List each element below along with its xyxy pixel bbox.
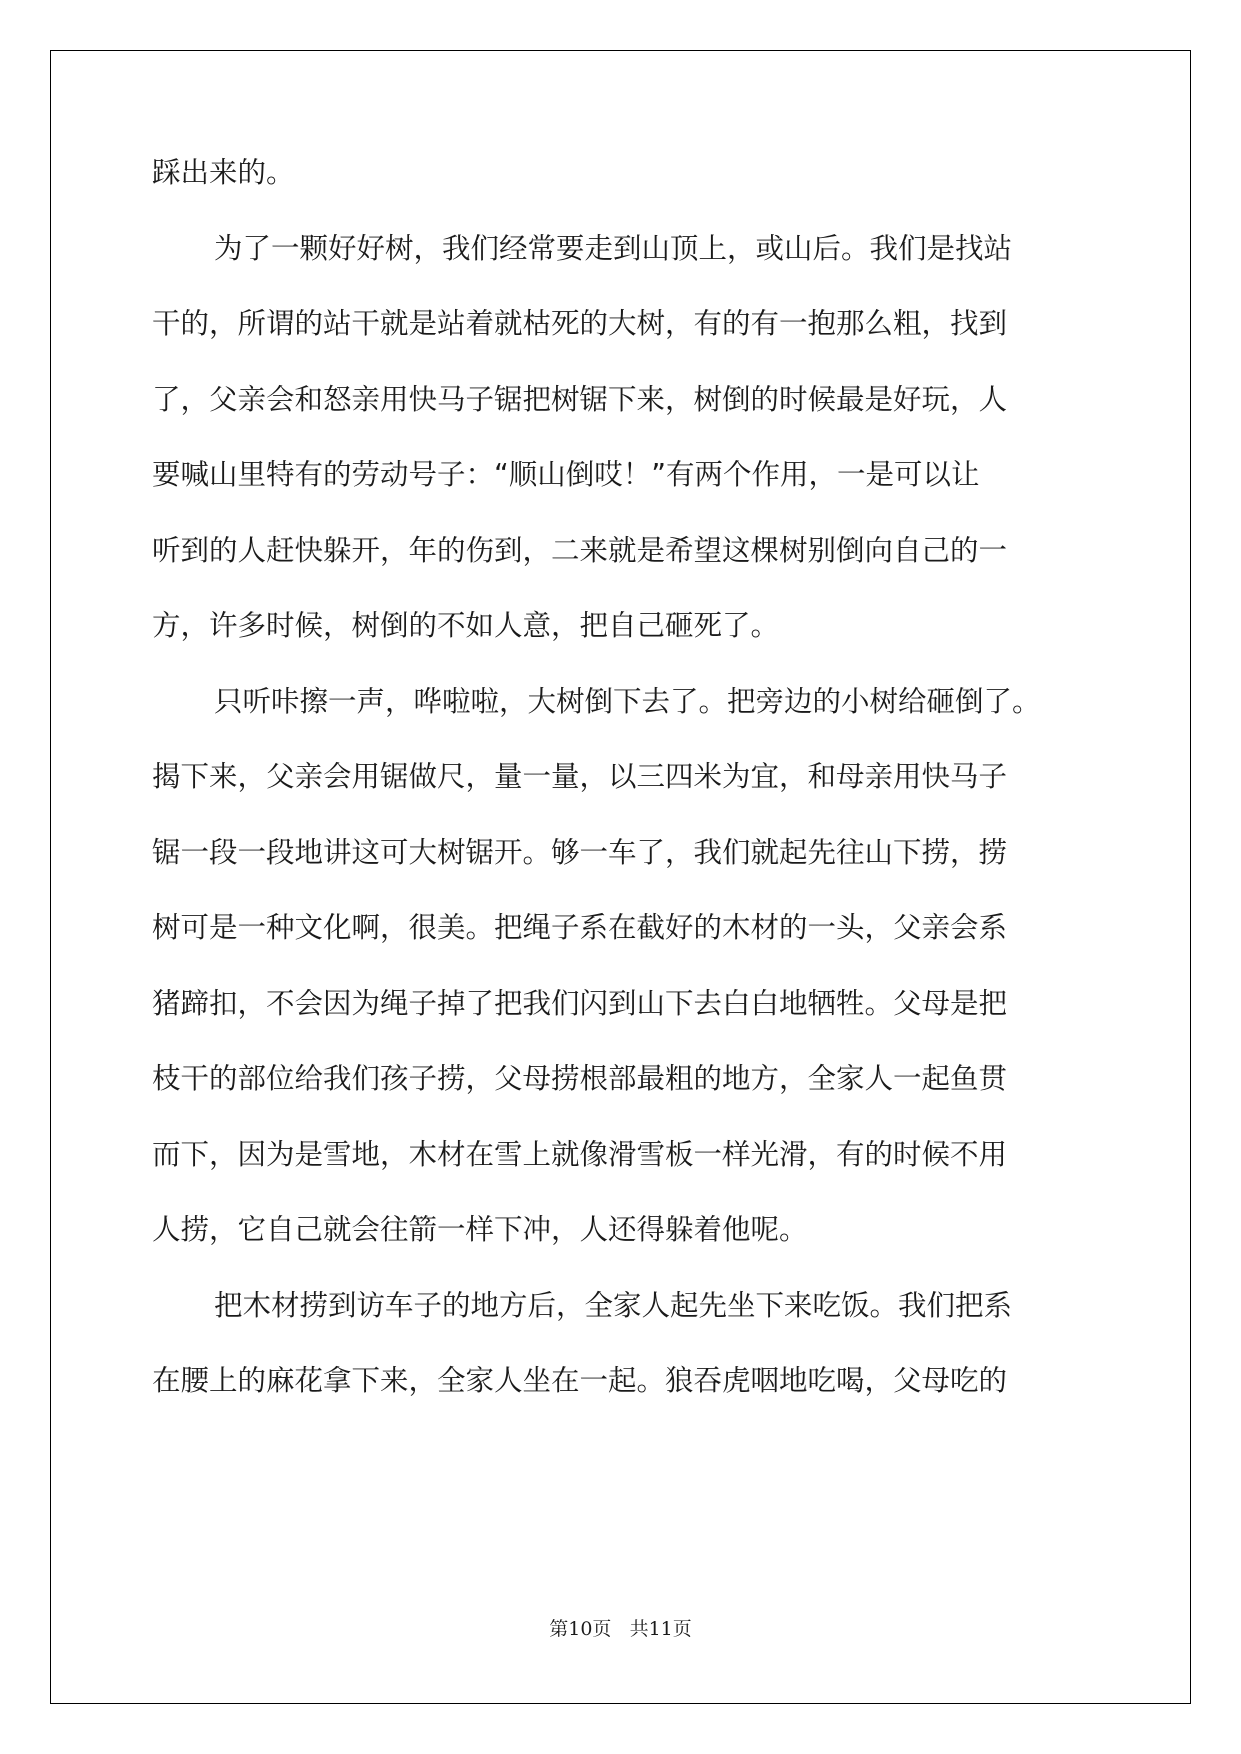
text-line: 只听咔擦一声，哗啦啦，大树倒下去了。把旁边的小树给砸倒了。 [214, 685, 1041, 718]
page-footer [0, 1614, 1241, 1641]
text-line: 方，许多时候，树倒的不如人意，把自己砸死了。 [152, 609, 780, 642]
text-line: 而下，因为是雪地，木材在雪上就像滑雪板一样光滑，有的时候不用 [152, 1138, 1008, 1171]
text-line: 揭下来，父亲会用锯做尺，量一量，以三四米为宜，和母亲用快马子 [152, 760, 1008, 793]
text-line: 锯一段一段地讲这可大树锯开。够一车了，我们就起先往山下捞，捞 [152, 836, 1008, 869]
text-line: 为了一颗好好树，我们经常要走到山顶上，或山后。我们是找站 [214, 232, 1013, 265]
page-number: 第10页 [549, 1618, 612, 1640]
text-line: 了，父亲会和怒亲用快马子锯把树锯下来，树倒的时候最是好玩，人 [152, 383, 1008, 416]
text-line: 枝干的部位给我们孩子捞，父母捞根部最粗的地方，全家人一起鱼贯 [152, 1062, 1008, 1095]
text-line: 听到的人赶快躲开，年的伤到，二来就是希望这棵树别倒向自己的一 [152, 534, 1008, 567]
page-border [50, 50, 1191, 1704]
text-line: 猪蹄扣，不会因为绳子掉了把我们闪到山下去白白地牺牲。父母是把 [152, 987, 1008, 1020]
text-line: 把木材捞到访车子的地方后，全家人起先坐下来吃饭。我们把系 [214, 1289, 1013, 1322]
text-line: 树可是一种文化啊，很美。把绳子系在截好的木材的一头，父亲会系 [152, 911, 1008, 944]
page-total: 共11页 [629, 1618, 692, 1640]
text-line: 踩出来的。 [152, 156, 295, 189]
text-line: 人捞，它自己就会往箭一样下冲，人还得躲着他呢。 [152, 1213, 808, 1246]
text-line: 干的，所谓的站干就是站着就枯死的大树，有的有一抱那么粗，找到 [152, 307, 1008, 340]
text-line: 要喊山里特有的劳动号子：“顺山倒哎！”有两个作用，一是可以让 [152, 458, 980, 491]
text-line: 在腰上的麻花拿下来，全家人坐在一起。狼吞虎咽地吃喝，父母吃的 [152, 1364, 1008, 1397]
